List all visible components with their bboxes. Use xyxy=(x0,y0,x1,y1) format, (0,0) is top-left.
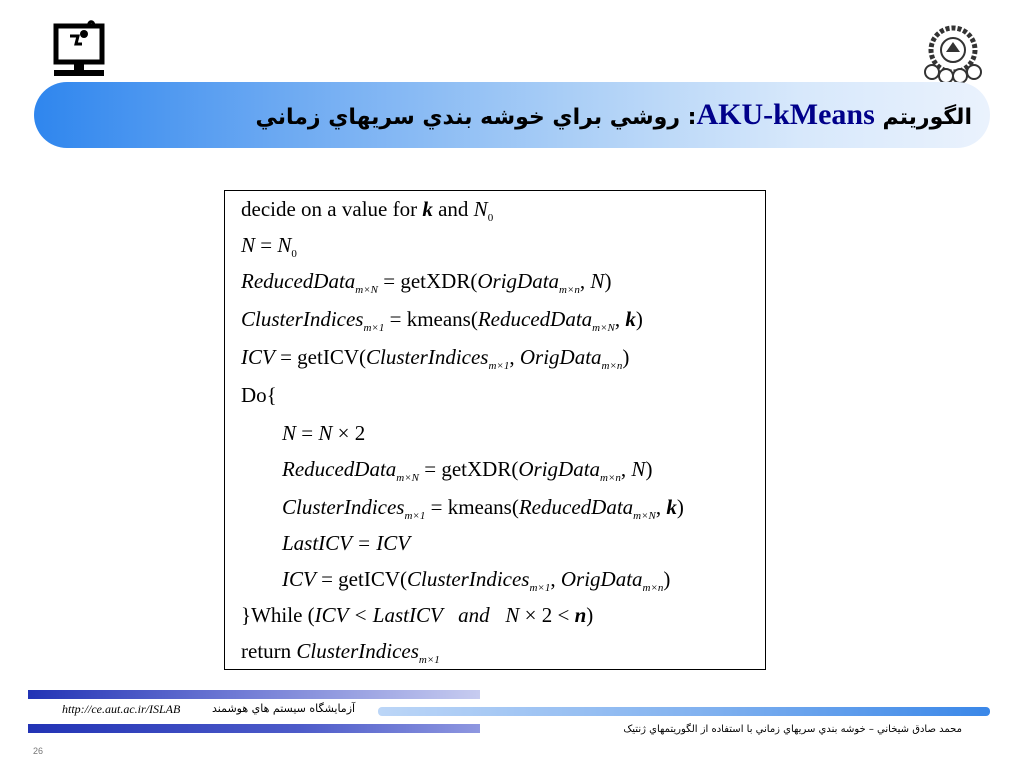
algo-line-8: ReducedData$_{m\times N}$ = getXDR(OrigData$_{m\times n}$, N) xyxy=(282,457,653,484)
algorithm-box xyxy=(224,190,766,670)
algo-line-13: return ClusterIndices$_{m\times 1}$ xyxy=(241,639,440,666)
footer-bar-bottom xyxy=(28,724,480,733)
title-prefix: الگوريتم xyxy=(874,105,972,130)
algo-line-5: ICV = getICV(ClusterIndices$_{m\times 1}$, OrigData$_{m\times n}$) xyxy=(241,345,630,372)
title-suffix: : روشي براي خوشه بندي سريهاي زماني xyxy=(255,105,697,130)
slide-title xyxy=(255,82,972,148)
algo-line-1: decide on a value for k and $N_0$ xyxy=(241,197,494,224)
algo-line-12: }While (ICV < LastICV and N × 2 < n) xyxy=(241,603,594,627)
title-algorithm-name: AKU-kMeans xyxy=(696,98,875,131)
lab-logo-icon xyxy=(48,18,110,82)
algo-line-3: ReducedData$_{m\times N}$ = getXDR(OrigData$_{m\times n}$, N) xyxy=(241,269,612,296)
algo-line-10: LastICV = ICV xyxy=(282,531,411,555)
page-number: 26 xyxy=(33,746,44,756)
university-seal-icon xyxy=(920,22,986,84)
footer-bar-right xyxy=(378,707,990,716)
footer-bar-top xyxy=(28,690,480,699)
footer-url-link[interactable]: http://ce.aut.ac.ir/ISLAB xyxy=(62,702,181,716)
algo-line-11: ICV = getICV(ClusterIndices$_{m\times 1}$, OrigData$_{m\times n}$) xyxy=(282,567,671,594)
title-bar xyxy=(34,82,990,148)
footer-lab-name: آزمايشگاه سيستم هاي هوشمند xyxy=(212,702,356,715)
algo-line-9: ClusterIndices$_{m\times 1}$ = kmeans(ReducedData$_{m\times N}$, k) xyxy=(282,495,684,522)
footer-author: محمد صادق شيخاني – خوشه بندي سريهاي زماني با استفاده از الگوريتمهاي ژنتيک xyxy=(623,724,962,735)
algo-line-7: N = N × 2 xyxy=(282,421,366,445)
algo-line-2: $N = N_0$ xyxy=(241,233,297,260)
algo-line-6: Do{ xyxy=(241,383,277,407)
algo-line-4: ClusterIndices$_{m\times 1}$ = kmeans(ReducedData$_{m\times N}$, k) xyxy=(241,307,643,334)
